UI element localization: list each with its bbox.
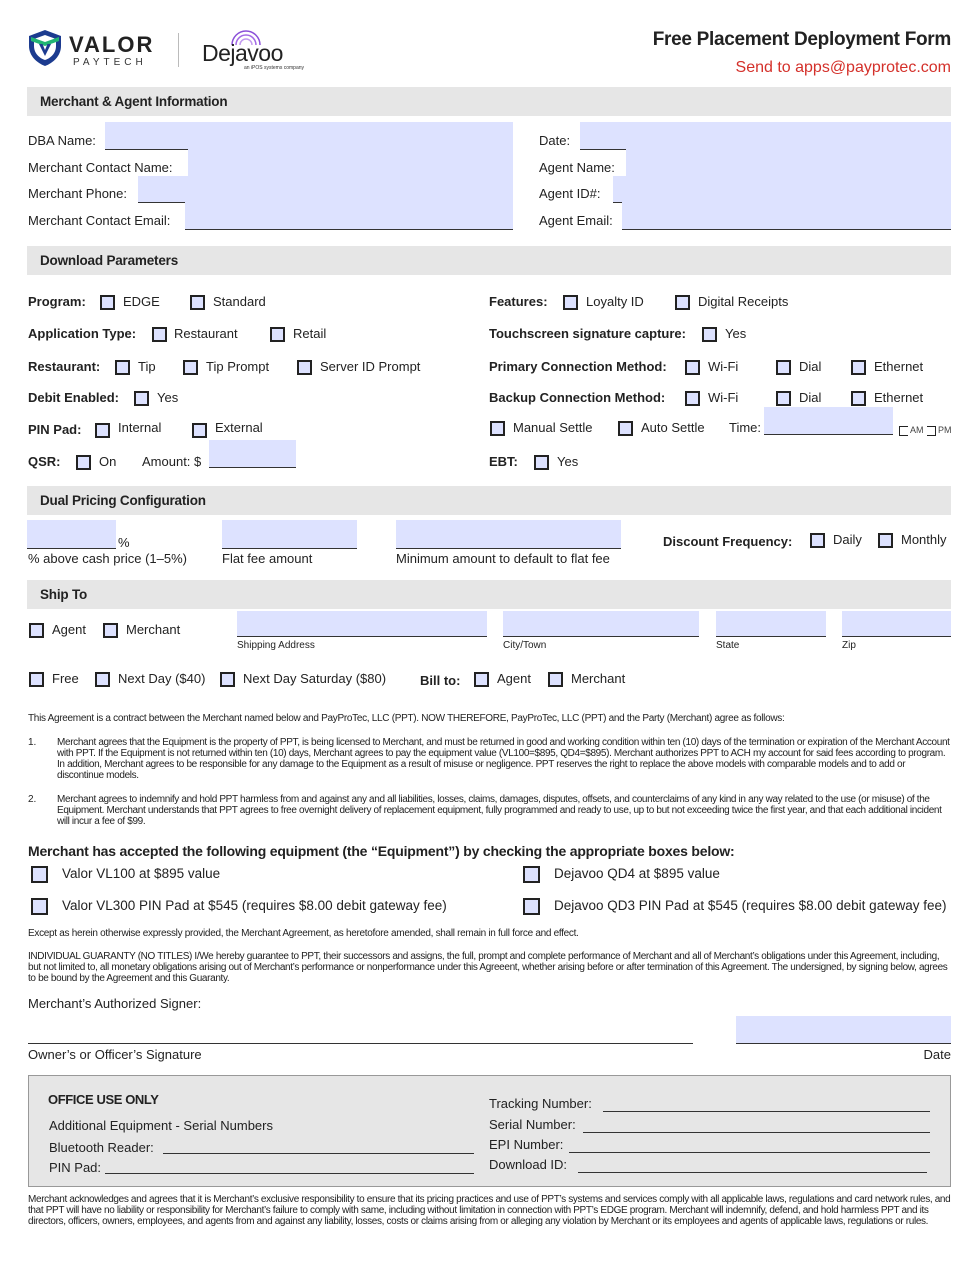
city-label: City/Town xyxy=(503,640,547,651)
vl100-checkbox[interactable] xyxy=(31,866,48,883)
contact-name-label: Merchant Contact Name: xyxy=(28,160,173,175)
loyalty-label: Loyalty ID xyxy=(586,294,644,309)
except-text: Except as herein otherwise expressly provided, the Merchant Agreement, as heretofore amended, shall remain in full force and effect. xyxy=(28,928,579,939)
qd3-label: Dejavoo QD3 PIN Pad at $545 (requires $8.00 debit gateway fee) xyxy=(554,898,947,913)
ebt-yes-checkbox[interactable] xyxy=(534,455,549,470)
discount-frequency-label: Discount Frequency: xyxy=(663,534,793,549)
dejavoo-subtitle: an iPOS systems company xyxy=(244,65,305,71)
pm-bracket[interactable] xyxy=(927,426,936,436)
send-to-email[interactable]: Send to apps@payprotec.com xyxy=(735,59,951,76)
office-use-box xyxy=(28,1075,951,1187)
flat-fee-field[interactable] xyxy=(222,520,357,549)
touchscreen-label: Touchscreen signature capture: xyxy=(489,326,686,341)
signer-label: Merchant’s Authorized Signer: xyxy=(28,996,202,1011)
backup-ethernet-label: Ethernet xyxy=(874,390,924,405)
additional-equipment-label: Additional Equipment - Serial Numbers xyxy=(49,1118,273,1133)
tip-checkbox[interactable] xyxy=(115,360,130,375)
state-label: State xyxy=(716,640,740,651)
edge-checkbox[interactable] xyxy=(100,295,115,310)
app-type-label: Application Type: xyxy=(28,326,137,341)
shipping-address-label: Shipping Address xyxy=(237,640,315,651)
contact-email-label: Merchant Contact Email: xyxy=(28,213,171,228)
tip-prompt-label: Tip Prompt xyxy=(206,359,270,374)
logo-divider xyxy=(178,33,179,67)
clause-2-number: 2. xyxy=(28,794,37,805)
guaranty-text: INDIVIDUAL GUARANTY (NO TITLES) I/We hereby guarantee to PPT, their successors and assigns, the full, prompt and complete performance of Merchant and all of Merchant’s obligations under this Agreement, including, but not limited to, all monetary obligations arising out of Merchant’s performance or nonperformance under this Agreeent, whether arising before or after termination of this Agreement. The undersigned, by signing below, agrees to be bound by the Agreement and this Guaranty. xyxy=(28,951,948,984)
zip-field[interactable] xyxy=(842,611,951,637)
serial-line[interactable] xyxy=(583,1132,930,1133)
auto-settle-label: Auto Settle xyxy=(641,420,705,435)
percent-sign: % xyxy=(118,535,130,550)
primary-conn-label: Primary Connection Method: xyxy=(489,359,667,374)
equipment-heading: Merchant has accepted the following equipment (the “Equipment”) by checking the appropriate boxes below: xyxy=(28,843,735,859)
download-id-label: Download ID: xyxy=(489,1157,568,1172)
bill-to-label: Bill to: xyxy=(420,673,461,688)
dba-name-field[interactable] xyxy=(105,122,513,150)
pm-label: PM xyxy=(938,425,952,435)
agent-email-field[interactable] xyxy=(622,202,951,230)
download-id-line[interactable] xyxy=(578,1172,927,1173)
debit-yes-label: Yes xyxy=(157,390,179,405)
server-id-label: Server ID Prompt xyxy=(320,359,421,374)
primary-ethernet-checkbox[interactable] xyxy=(851,360,866,375)
tip-prompt-checkbox[interactable] xyxy=(183,360,198,375)
contact-email-field[interactable] xyxy=(185,202,513,230)
city-field[interactable] xyxy=(503,611,699,637)
ship-agent-checkbox[interactable] xyxy=(29,623,44,638)
internal-label: Internal xyxy=(118,420,162,435)
daily-label: Daily xyxy=(833,532,862,547)
signature-date-field[interactable] xyxy=(736,1016,951,1044)
download-params-header: Download Parameters xyxy=(27,246,951,275)
ship-merchant-label: Merchant xyxy=(126,622,181,637)
bill-merchant-label: Merchant xyxy=(571,671,626,686)
digital-receipts-label: Digital Receipts xyxy=(698,294,789,309)
agent-name-label: Agent Name: xyxy=(539,160,615,175)
next-day-checkbox[interactable] xyxy=(95,672,110,687)
vl300-label: Valor VL300 PIN Pad at $545 (requires $8.00 debit gateway fee) xyxy=(62,898,447,913)
primary-ethernet-label: Ethernet xyxy=(874,359,924,374)
merchant-agent-header: Merchant & Agent Information xyxy=(27,87,951,116)
agent-id-label: Agent ID#: xyxy=(539,186,601,201)
clause-1-text: Merchant agrees that the Equipment is the property of PPT, is being licensed to Merchant, and must be returned in good and working condition within ten (10) days of the termination or expiration of the Merchant Account with PPT. If the Equipment is not returned within ten (10) days, Merchant agrees to pay the equipment value (VL100=$895, QD4=$895). Merchant authorizes PPT to ACH my account for said fees according to program. In addition, Merchant agrees to be responsible for any damage to the Equipment as a result of misuse or negligence. PPT reserves the right to replace the above models with comparable models and to add or discontinue models. xyxy=(57,737,950,781)
qsr-on-checkbox[interactable] xyxy=(76,455,91,470)
backup-ethernet-checkbox[interactable] xyxy=(851,391,866,406)
retail-label: Retail xyxy=(293,326,327,341)
retail-checkbox[interactable] xyxy=(270,327,285,342)
dual-pricing-header: Dual Pricing Configuration xyxy=(27,486,951,515)
dejavoo-logo xyxy=(200,28,315,72)
bluetooth-label: Bluetooth Reader: xyxy=(49,1140,154,1155)
agent-email-label: Agent Email: xyxy=(539,213,613,228)
minimum-amount-field[interactable] xyxy=(396,520,621,549)
primary-dial-checkbox[interactable] xyxy=(776,360,791,375)
external-label: External xyxy=(215,420,263,435)
am-bracket[interactable] xyxy=(899,426,908,436)
pinpad-office-label: PIN Pad: xyxy=(49,1160,102,1175)
touchscreen-yes-checkbox[interactable] xyxy=(702,327,717,342)
manual-settle-label: Manual Settle xyxy=(513,420,593,435)
amount-label: Amount: $ xyxy=(142,454,202,469)
free-shipping-checkbox[interactable] xyxy=(29,672,44,687)
percent-above-label: % above cash price (1–5%) xyxy=(28,551,187,566)
bluetooth-line[interactable] xyxy=(163,1153,474,1154)
primary-dial-label: Dial xyxy=(799,359,822,374)
clause-2-text: Merchant agrees to indemnify and hold PPT harmless from and against any and all liabilities, losses, claims, damages, disputes, offsets, and counterclaims of any kind in any way related to the use (or misuse) of the Equipment. Merchant understands that PPT agrees to free overnight delivery of replacement equipment, fully programmed and ready to use, up to but not exceeding twice the first year, and that each additional incident will incur a fee of $99. xyxy=(57,794,942,827)
backup-dial-label: Dial xyxy=(799,390,822,405)
monthly-label: Monthly xyxy=(901,532,947,547)
qsr-on-label: On xyxy=(99,454,117,469)
valor-shield-icon xyxy=(27,28,63,68)
next-day-label: Next Day ($40) xyxy=(118,671,206,686)
qd4-checkbox[interactable] xyxy=(523,866,540,883)
valor-logo xyxy=(27,28,172,72)
flat-fee-label: Flat fee amount xyxy=(222,551,313,566)
bill-merchant-checkbox[interactable] xyxy=(548,672,563,687)
page-title: Free Placement Deployment Form xyxy=(652,29,951,50)
restaurant-label: Restaurant: xyxy=(28,359,101,374)
ebt-label: EBT: xyxy=(489,454,518,469)
restaurant-type-label: Restaurant xyxy=(174,326,238,341)
shipping-address-field[interactable] xyxy=(237,611,487,637)
footer-disclaimer: Merchant acknowledges and agrees that it is Merchant’s exclusive responsibility to ensure that its pricing practices and use of PPT’s systems and services comply with all applicable laws, regulations and card network rules, and that PPT will have no liability or responsibility for Merchant’s failure to comply with same, including without limitation in connection with PPT’s EDGE program. Merchant will indemnify, defend, and hold harmless PPT and its directors, officers, owners, employees, and agents from and against any liability, losses, costs or claims arising from or alleging any violation by Merchant or its employees and agents of applicable laws, regulations or rules. xyxy=(28,1194,951,1227)
date-label: Date: xyxy=(539,133,571,148)
phone-label: Merchant Phone: xyxy=(28,186,128,201)
agent-id-field[interactable] xyxy=(613,176,951,203)
standard-label: Standard xyxy=(213,294,266,309)
vl100-label: Valor VL100 at $895 value xyxy=(62,866,221,881)
am-label: AM xyxy=(910,425,924,435)
monthly-checkbox[interactable] xyxy=(878,533,893,548)
minimum-amount-label: Minimum amount to default to flat fee xyxy=(396,551,610,566)
standard-checkbox[interactable] xyxy=(190,295,205,310)
phone-field[interactable] xyxy=(138,176,513,203)
primary-wifi-checkbox[interactable] xyxy=(685,360,700,375)
debit-label: Debit Enabled: xyxy=(28,390,120,405)
agent-name-field[interactable] xyxy=(626,149,951,177)
qsr-amount-field[interactable] xyxy=(209,440,296,468)
external-checkbox[interactable] xyxy=(192,423,207,438)
state-field[interactable] xyxy=(716,611,826,637)
dejavoo-wordmark: Dejavoo xyxy=(202,40,283,66)
features-label: Features: xyxy=(489,294,548,309)
edge-label: EDGE xyxy=(123,294,160,309)
bill-agent-label: Agent xyxy=(497,671,531,686)
ebt-yes-label: Yes xyxy=(557,454,579,469)
server-id-checkbox[interactable] xyxy=(297,360,312,375)
tracking-label: Tracking Number: xyxy=(489,1096,592,1111)
manual-settle-checkbox[interactable] xyxy=(490,421,505,436)
agreement-intro: This Agreement is a contract between the Merchant named below and PayProTec, LLC (PPT). NOW THEREFORE, PayProTec, LLC (PPT) and the Party (Merchant) agree as follows: xyxy=(28,713,785,724)
saturday-label: Next Day Saturday ($80) xyxy=(243,671,387,686)
qsr-label: QSR: xyxy=(28,454,61,469)
pin-pad-label: PIN Pad: xyxy=(28,422,82,437)
valor-wordmark: VALOR xyxy=(69,32,155,57)
touchscreen-yes-label: Yes xyxy=(725,326,747,341)
auto-settle-checkbox[interactable] xyxy=(618,421,633,436)
settle-time-field[interactable] xyxy=(764,407,893,435)
pinpad-line[interactable] xyxy=(105,1173,474,1174)
percent-above-field[interactable] xyxy=(27,520,116,549)
date-field[interactable] xyxy=(580,122,951,150)
signature-line[interactable] xyxy=(28,1043,693,1044)
primary-wifi-label: Wi-Fi xyxy=(708,359,739,374)
free-shipping-label: Free xyxy=(52,671,79,686)
clause-1-number: 1. xyxy=(28,737,37,748)
debit-yes-checkbox[interactable] xyxy=(134,391,149,406)
digital-receipts-checkbox[interactable] xyxy=(675,295,690,310)
tip-label: Tip xyxy=(138,359,156,374)
restaurant-type-checkbox[interactable] xyxy=(152,327,167,342)
loyalty-checkbox[interactable] xyxy=(563,295,578,310)
vl300-checkbox[interactable] xyxy=(31,898,48,915)
valor-subtitle: PAYTECH xyxy=(73,57,147,68)
backup-wifi-checkbox[interactable] xyxy=(685,391,700,406)
ship-agent-label: Agent xyxy=(52,622,86,637)
qd4-label: Dejavoo QD4 at $895 value xyxy=(554,866,720,881)
internal-checkbox[interactable] xyxy=(95,423,110,438)
time-label: Time: xyxy=(729,420,762,435)
zip-label: Zip xyxy=(842,640,856,651)
office-use-heading: OFFICE USE ONLY xyxy=(48,1092,159,1107)
tracking-line[interactable] xyxy=(603,1111,930,1112)
program-label: Program: xyxy=(28,294,86,309)
dba-label: DBA Name: xyxy=(28,133,96,148)
backup-wifi-label: Wi-Fi xyxy=(708,390,739,405)
epi-line[interactable] xyxy=(569,1152,930,1153)
ship-to-header: Ship To xyxy=(27,580,951,609)
contact-name-field[interactable] xyxy=(188,149,513,177)
daily-checkbox[interactable] xyxy=(810,533,825,548)
serial-label: Serial Number: xyxy=(489,1117,576,1132)
ship-merchant-checkbox[interactable] xyxy=(103,623,118,638)
backup-dial-checkbox[interactable] xyxy=(776,391,791,406)
bill-agent-checkbox[interactable] xyxy=(474,672,489,687)
qd3-checkbox[interactable] xyxy=(523,898,540,915)
signature-date-label: Date xyxy=(923,1047,951,1062)
epi-label: EPI Number: xyxy=(489,1137,564,1152)
owner-signature-label: Owner’s or Officer’s Signature xyxy=(28,1047,202,1062)
saturday-checkbox[interactable] xyxy=(220,672,235,687)
backup-conn-label: Backup Connection Method: xyxy=(489,390,666,405)
